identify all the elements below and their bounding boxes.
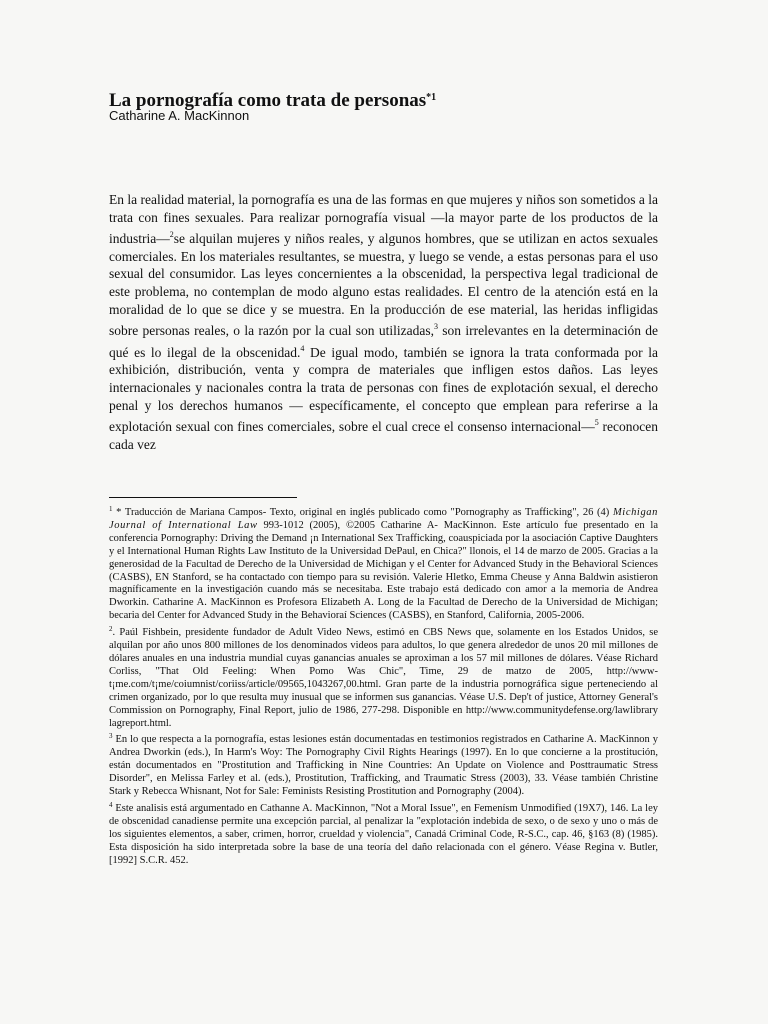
title-footnote-mark: *1: [426, 92, 437, 103]
footnote-text: En lo que respecta a la pornografía, estas lesiones están documentadas en testimonios registrados en Catharine A. MacKinnon y Andrea Dworkin (eds.), In Harm's Woy: The Pornography Civil Rights Hearings (1997). En lo que concierne a la prostitución, están documentados en "Prostitution and Trafficking in Nine Countries: An Update on Violence and Posttraumatic Stress Disorder", en Melissa Farley et al. (eds.), Prostitution, Trafficking, and Traumatic Stress (2003), 33. Véase también Christine Stark y Rebecca Whisnant, Not for Sale: Feminists Resisting Prostitution and Pornography (2004).: [109, 734, 658, 798]
body-text-run: reconocen cada vez: [109, 419, 658, 452]
footnote-1: [109, 503, 658, 623]
body-text-run: En la realidad material, la pornografía es una de las formas en que mujeres y niños son sometidos a la trata con fines sexuales. Para realizar pornografía visual —la mayor parte de los productos de la industria—: [109, 192, 658, 247]
body-text-run: son irrelevantes en la determinación de qué es lo ilegal de la obscenidad.: [109, 323, 658, 360]
footnote-ref-3: 3: [433, 322, 438, 332]
title-text: La pornografía como trata de personas: [109, 90, 427, 111]
body-text-run: De igual modo, también se ignora la trata conformada por la exhibición, distribución, venta y compra de materiales que infligen estos daños. Las leyes internacionales y nacionales contra la trata de personas con fines de explotación sexual, el derecho penal y los derechos humanos — específicamente, el concepto que emplean para referirse a la explotación sexual con fines comerciales, sobre el cual crece el consenso internacional—: [109, 344, 658, 435]
footnote-ref-5: 5: [594, 418, 599, 428]
body-text-run: se alquilan mujeres y niños reales, y algunos hombres, que se utilizan en actos sexuales comerciales. En los materiales resultantes, se muestra, y luego se vende, a estas personas para el uso sexual del consumidor. Las leyes concernientes a la obscenidad, la perspectiva legal tradicional de este problema, no contemplan de modo alguno estas realidades. El centro de la atención está en la moralidad de lo que se dice y se muestra. En la producción de ese material, las heridas infligidas sobre personas reales, o la razón por la cual son utilizadas,: [109, 231, 658, 339]
footnote-text: * Traducción de Mariana Campos- Texto, original en inglés publicado como "Pornography as Trafficking", 26 (4): [112, 507, 613, 518]
footnotes: [109, 503, 658, 867]
footnote-4: [109, 799, 658, 868]
footnote-2: [109, 623, 658, 730]
footnote-text: 993-1012 (2005), ©2005 Catharine A- MacKinnon. Este artículo fue presentado en la conferencia Pornography: Driving the Demand ¡n International Sex Trafficking, coauspiciada por la asociación Captive Daughters y el International Human Rights Law Instituto de la Universidad DePaul, en Chica?" llonois, el 14 de marzo de 2005. Gracias a la generosidad de la Facultad de Derecho de la Universidad de Michigan y el Center for Advanced Study in the Behavioral Sciences (CASBS), EN Stanford, se ha contactado con tiempo para su revisión. Valerie Hletko, Emma Cheuse y Anna Baldwin asistieron magníficamente en la investigación cuando más se necesitaba. Este trabajo está dedicado con amor a la memoria de Andrea Dworkin. Catharine A. MacKinnon es Profesora Elizabeth A. Long de la Facultad de Derecho de la Universidad de Michigan; becaria del Center for Advanced Study in the Behavioraí Sciences (CASBS), en Stanford, California, 2005-2006.: [109, 519, 659, 622]
footnote-mark: 4: [109, 800, 113, 809]
footnote-ref-2: 2: [169, 230, 174, 240]
footnote-mark: 3: [109, 732, 113, 741]
footnote-3: [109, 730, 658, 799]
footnote-separator: [109, 497, 297, 498]
footnote-mark: 2: [109, 625, 113, 634]
journal-name: Michigan Journal of International Law: [109, 507, 658, 531]
footnote-text: . Paúl Fishbein, presidente fundador de Adult Video News, estimó en CBS News que, solamente en los Estados Unidos, se alquilan por año unos 800 millones de los denominados videos para adultos, lo que genera alrededor de unos 20 mil millones de dólares anuales en una industria mundial cuyas ganancias anuales se aproximan a los 57 mil millones de dólares. Véase Richard Corliss, "That Old Feeling: When Pomo Was Chic", Time, 29 de matzo de 2005, http://www-t¡me.com/t¡me/coiumnist/coriiss/article/09565,1043267,00.html. Gran parte de la industria pornográfica sigue perteneciendo al crimen organizado, por lo que resulta muy inusual que se informen sus ganancias. Véase U.S. Dep't of justice, Attorney General's Commission on Pornography, Final Report, julio de 1986, 277-298. Disponible en http://www.communitydefense.org/lawlibrary lagreport.html.: [109, 627, 658, 729]
author-name: Catharine A. MacKinnon: [109, 108, 250, 123]
body-paragraph: [109, 191, 658, 453]
footnote-ref-4: 4: [300, 343, 305, 353]
footnote-mark: 1: [109, 505, 113, 513]
body-text: [109, 191, 658, 453]
footnote-text: Este analisis está argumentado en Cathanne A. MacKinnon, "Not a Moral Issue", en Femenísm Unmodified (19X7), 146. La ley de obscenidad canadiense permite una excepción parcial, al penalizar la "explotación indebida de sexo, o de sexo y uno o más de los siguientes elementos, a saber, crimen, horror, crueldad y violencia", Canadá Criminal Code, R-S.C., cap. 46, §163 (8) (1985). Esta disposición ha sido interpretada sobre la base de una teoría del daño relacionada con el género. Véase Regina v. Butler, [1992] S.C.R. 452.: [109, 802, 658, 866]
